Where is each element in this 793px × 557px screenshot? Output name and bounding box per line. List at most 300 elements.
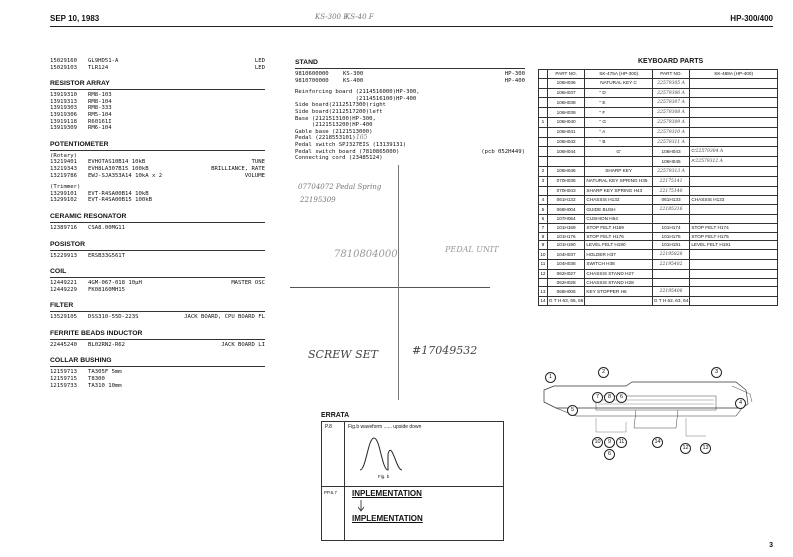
handwritten-part-number: 22579309 A [657, 119, 685, 125]
part-desc: RM8-333 [88, 105, 112, 112]
table-cell [539, 78, 548, 88]
stand-rule [290, 287, 490, 288]
table-cell: SWITCH H38 [585, 259, 652, 269]
table-cell [547, 157, 584, 167]
resistor-row [50, 105, 265, 112]
table-cell [539, 108, 548, 118]
ferrite-title: FERRITE BEADS INDUCTOR [50, 329, 143, 337]
handwritten-part-number: 22579307 A [657, 100, 685, 106]
table-header-cell: PART NO. [652, 70, 689, 79]
table-cell [652, 287, 689, 297]
table-cell [690, 108, 778, 118]
part-desc: RM8-103 [88, 92, 112, 99]
pot-row [50, 197, 265, 204]
table-cell: SHARP KEY [585, 166, 652, 176]
hand-note-17049532: #17049532 [412, 344, 478, 357]
stand-model-row [295, 71, 525, 78]
table-cell [539, 127, 548, 137]
table-cell [690, 214, 778, 223]
table-cell: KEY STOPPER H6 [585, 287, 652, 297]
errata-wrong-word: INPLEMENTATION [352, 489, 422, 498]
table-cell: CHASSIS STAND H27 [585, 269, 652, 278]
table-cell: 104H037 [547, 250, 584, 260]
part-desc: T8300 [88, 376, 105, 383]
diagram-callout: 14 [652, 437, 663, 448]
table-row [539, 297, 778, 306]
table-cell [652, 137, 689, 147]
table-cell: STOP FELT H176 [585, 232, 652, 241]
table-cell [690, 166, 778, 176]
part-desc: R60161I [88, 118, 112, 125]
hand-note-pedal-unit: PEDAL UNIT [445, 245, 499, 254]
pot-row [50, 166, 265, 173]
table-cell: 2 [539, 166, 548, 176]
table-cell: 10 [539, 250, 548, 260]
table-cell: 070H043 [547, 186, 584, 196]
header-hand-note-2: KS-40 F [345, 13, 374, 21]
part-note: HP-400 [504, 77, 525, 84]
handwritten-part-number: 22195406 [659, 289, 683, 295]
table-cell [539, 278, 548, 287]
table-cell: LEVEL FELT H191 [690, 241, 778, 250]
table-cell: ″ B [585, 137, 652, 147]
part-number: 9810700000 [295, 77, 329, 84]
table-cell: 101H175 [652, 232, 689, 241]
table-cell [690, 205, 778, 215]
table-cell: GUIDE BUSH [585, 205, 652, 215]
table-cell [539, 147, 548, 157]
handwritten-part-number: 22579306 A [657, 90, 685, 96]
errata-box [321, 421, 504, 541]
header-hand-note-1: KS-300 F [315, 13, 349, 21]
parts-list-column-1 [50, 58, 265, 389]
table-cell: 106H044 [547, 147, 584, 157]
table-cell: STOP FELT H169 [585, 223, 652, 232]
table-cell [585, 157, 652, 167]
pcb-note: (pcb 052H449) [481, 148, 525, 155]
handwritten-part-number: 22579313 A [657, 168, 685, 174]
section-rule [50, 339, 265, 340]
errata-page-2: PP.6,7 [324, 490, 337, 495]
coil-row [50, 287, 265, 294]
part-number: 13219343 [50, 165, 77, 172]
table-cell: 106H040 [547, 117, 584, 127]
part-number: 12159713 [50, 369, 77, 376]
table-cell [652, 117, 689, 127]
filter-row [50, 314, 265, 321]
stand-line [295, 149, 525, 156]
table-row [539, 88, 778, 98]
coil-row [50, 280, 265, 287]
stand-title: STAND [295, 59, 318, 66]
table-cell [539, 157, 548, 167]
table-cell [652, 108, 689, 118]
part-desc: FK08160MH15 [88, 286, 126, 293]
table-cell: 061H132 [547, 196, 584, 205]
table-cell [652, 214, 689, 223]
diagram-callout: 2 [598, 367, 609, 378]
part-desc: RM6-104 [88, 125, 112, 132]
part-desc: TLR124 [88, 64, 109, 71]
table-row [539, 127, 778, 137]
table-cell: 106H039 [547, 108, 584, 118]
table-cell: 101H176 [547, 232, 584, 241]
table-cell: 107H064 [547, 214, 584, 223]
part-desc: RM5-104 [88, 111, 112, 118]
table-cell [652, 278, 689, 287]
section-rule [50, 150, 265, 151]
table-cell: 7 [539, 223, 548, 232]
table-cell [652, 127, 689, 137]
part-desc: TA310 10mm [88, 382, 122, 389]
part-number: 15029103 [50, 64, 77, 71]
part-note: VOLUME [244, 172, 265, 179]
table-cell: 104H038 [547, 259, 584, 269]
stand-line: Side board(2112517300)right [295, 102, 386, 109]
handwritten-part-number: 22195402 [659, 261, 683, 267]
table-cell [690, 137, 778, 147]
part-desc: 4GM-067-018 10µH [88, 280, 142, 287]
part-desc: TA305F 5mm [88, 369, 122, 376]
part-desc: KS-300 [343, 71, 364, 77]
table-cell: 14 [539, 297, 548, 306]
table-cell [690, 88, 778, 98]
header-rule [50, 26, 773, 27]
table-cell [652, 259, 689, 269]
table-cell: 5 [539, 205, 548, 215]
table-cell: A'22579312 A [690, 157, 778, 167]
rotary-label: (Rotary) [50, 152, 77, 159]
page-number: 3 [769, 542, 773, 549]
part-number: 13299102 [50, 197, 77, 204]
keyboard-exploded-diagram [536, 366, 768, 466]
table-cell: 070H035 [547, 176, 584, 186]
part-number: 13919309 [50, 125, 77, 132]
stand-line-text: Pedal switch board (7810865000) [295, 148, 400, 155]
part-number: 15229913 [50, 252, 77, 259]
table-cell: 12 [539, 269, 548, 278]
ceramic-resonator-title: CERAMIC RESONATOR [50, 212, 127, 220]
table-cell [690, 176, 778, 186]
table-cell [652, 88, 689, 98]
fig-b-label: Fig. b [378, 474, 390, 479]
part-desc: KS-400 [343, 77, 364, 84]
table-cell: NATURAL KEY C [585, 78, 652, 88]
handwritten-part-number: 22195828 [659, 252, 683, 258]
table-cell [652, 205, 689, 215]
table-row [539, 137, 778, 147]
stand-section [295, 58, 525, 162]
table-cell: 4 [539, 196, 548, 205]
part-number: 13219401 [50, 159, 77, 166]
table-cell [652, 176, 689, 186]
part-desc: RM8-104 [88, 98, 112, 105]
table-row [539, 205, 778, 215]
table-header-cell: PART NO. [547, 70, 584, 79]
part-number: 12159715 [50, 376, 77, 383]
table-row [539, 232, 778, 241]
part-note: TUNE [251, 159, 265, 166]
table-cell: 6 [539, 214, 548, 223]
table-row [539, 196, 778, 205]
table-cell: 106H036 [547, 78, 584, 88]
table-cell [690, 186, 778, 196]
part-note: HP-300 [504, 71, 525, 77]
table-cell [652, 78, 689, 88]
table-cell: ″ D [585, 88, 652, 98]
handwritten-part-number: 22579305 A [657, 80, 685, 86]
stand-vertical-line [398, 165, 399, 400]
table-cell: 9 [539, 241, 548, 250]
table-row [539, 147, 778, 157]
trimmer-label: (Trimmer) [50, 184, 81, 191]
table-row [539, 108, 778, 118]
table-cell: 8 [539, 232, 548, 241]
coil-title: COIL [50, 268, 67, 276]
table-cell: CHASSIS STAND H28 [585, 278, 652, 287]
hand-note-pedal-spring: 07704072 Pedal Spring [298, 183, 382, 191]
collar-row [50, 369, 265, 376]
part-note: LED [254, 64, 265, 71]
stand-line: Side board(2112517200)left [295, 108, 383, 115]
table-cell: 106H046 [547, 166, 584, 176]
table-cell: LEVEL FELT H190 [585, 241, 652, 250]
part-note: MASTER OSC [231, 280, 265, 287]
table-row [539, 98, 778, 108]
part-number: 12449221 [50, 280, 77, 287]
diagram-callout: 7 [592, 392, 603, 403]
table-cell: ″ G [585, 117, 652, 127]
part-desc: EVH8LA307B15 100kB [88, 165, 149, 172]
table-cell: G' [585, 147, 652, 157]
part-desc: EWJ-SJA353A14 10kA x 2 [88, 172, 163, 179]
part-desc: EVHOTAS10B14 10kB [88, 159, 146, 166]
table-cell [585, 297, 652, 306]
errata-column-divider [322, 422, 345, 540]
table-cell [690, 278, 778, 287]
stand-line: Reinforcing board (2114516000)HP-300, [295, 89, 420, 96]
stand-line: (2121513200)HP-400 [295, 122, 373, 129]
table-header-cell [539, 70, 548, 79]
part-number: 13299101 [50, 190, 77, 197]
table-cell [652, 98, 689, 108]
part-number: 12389716 [50, 224, 77, 231]
table-row [539, 223, 778, 232]
table-cell: G T H 62, 63, 64 [652, 297, 689, 306]
handwritten-part-number: 22579310 A [657, 129, 685, 135]
table-header-row [539, 70, 778, 79]
part-number: 13919310 [50, 92, 77, 99]
diagram-callout: 11 [616, 437, 627, 448]
hand-note-screw-set: SCREW SET [308, 348, 378, 361]
table-cell [652, 166, 689, 176]
handwritten-part-number: 22175141 [659, 178, 683, 184]
table-cell: 068H006 [547, 287, 584, 297]
resistor-row [50, 125, 265, 132]
table-row [539, 250, 778, 260]
stand-line: (2114516100)HP-400 [295, 95, 417, 102]
resistor-row [50, 99, 265, 106]
table-cell [690, 78, 778, 88]
table-cell: 068H004 [547, 205, 584, 215]
table-cell: 062H027 [547, 269, 584, 278]
table-row [539, 157, 778, 167]
errata-page-1: P.8 [325, 424, 332, 430]
header-model: HP-300/400 [730, 14, 773, 23]
handwritten-part-number: 22579312 A [695, 159, 723, 165]
diagram-callout: 1 [545, 372, 556, 383]
table-cell: 062H028 [547, 278, 584, 287]
table-cell: CUSHION H64 [585, 214, 652, 223]
part-number: 12449229 [50, 286, 77, 293]
table-cell [690, 250, 778, 260]
table-row [539, 269, 778, 278]
pot-row [50, 159, 265, 166]
resistor-row [50, 112, 265, 119]
part-note: LED [254, 58, 265, 64]
table-cell [539, 88, 548, 98]
table-row [539, 241, 778, 250]
table-cell: 106H038 [547, 98, 584, 108]
diagram-callout: 6 [616, 392, 627, 403]
resistor-row [50, 119, 265, 126]
errata-title: ERRATA [321, 412, 350, 419]
part-number: 13919313 [50, 98, 77, 105]
table-cell: ″ F [585, 108, 652, 118]
table-cell [690, 127, 778, 137]
table-cell: 13 [539, 287, 548, 297]
table-cell: 101H169 [547, 223, 584, 232]
table-cell: 3 [539, 176, 548, 186]
diagram-callout: 4 [735, 398, 746, 409]
part-desc: CSA8.00MG11 [88, 224, 126, 231]
part-number: 9810600000 [295, 71, 329, 77]
posistor-title: POSISTOR [50, 240, 85, 248]
table-cell: 101H191 [652, 241, 689, 250]
diagram-callout: 8 [604, 392, 615, 403]
table-cell: 106H045 [652, 157, 689, 167]
posistor-row [50, 253, 265, 260]
table-header-cell: SK-488A (HP-400) [690, 70, 778, 79]
table-cell [539, 137, 548, 147]
table-row [539, 166, 778, 176]
table-row [539, 176, 778, 186]
resistor-row [50, 92, 265, 99]
table-cell: ″ E [585, 98, 652, 108]
table-cell: 106H042 [547, 137, 584, 147]
stand-line: Base (2121513100)HP-300, [295, 115, 376, 122]
table-row [539, 186, 778, 196]
section-rule [50, 250, 265, 251]
section-rule [295, 68, 525, 69]
table-cell [539, 98, 548, 108]
table-cell [690, 98, 778, 108]
part-note: JACK BOARD LI [221, 341, 265, 348]
table-cell: STOP FELT H175 [690, 232, 778, 241]
table-row [539, 214, 778, 223]
part-desc: BL02RN2-R62 [88, 341, 126, 348]
hand-note-165: 165 [356, 134, 368, 141]
part-note: BRILLIANCE, RATE [211, 165, 265, 172]
hand-note-7810804000: 7810804000 [334, 249, 398, 260]
diagram-callout: 13 [700, 443, 711, 454]
handwritten-part-number: 22579304 A [695, 149, 724, 155]
table-row [539, 259, 778, 269]
led-row [50, 65, 265, 72]
keyboard-parts-title: KEYBOARD PARTS [638, 58, 704, 65]
stand-line: Pedal switch SPJ327EIS (13139131) [295, 141, 407, 148]
table-row [539, 117, 778, 127]
table-cell: 11 [539, 259, 548, 269]
table-cell: SHARP KEY SPRING H43 [585, 186, 652, 196]
section-rule [50, 311, 265, 312]
table-cell: C'22579304 A [690, 147, 778, 157]
table-cell: STOP FELT H174 [690, 223, 778, 232]
part-number: 22445240 [50, 341, 77, 348]
errata-row-divider [322, 486, 503, 487]
resonator-row [50, 225, 265, 232]
table-cell [539, 186, 548, 196]
potentiometer-title: POTENTIOMETER [50, 140, 109, 148]
section-rule [50, 89, 265, 90]
part-desc: DSS310-55D-223S [88, 314, 139, 321]
table-cell [690, 117, 778, 127]
collar-row [50, 383, 265, 390]
stand-line: Pedal (2218553101) [295, 135, 356, 142]
pot-row [50, 173, 265, 180]
collar-title: COLLAR BUSHING [50, 357, 112, 365]
pot-row [50, 191, 265, 198]
diagram-callout: 9 [604, 437, 615, 448]
stand-line: Gable base (2121513000) [295, 128, 373, 135]
table-row [539, 278, 778, 287]
part-number: 13529105 [50, 314, 77, 321]
table-cell: CHASSIS H133 [690, 196, 778, 205]
header-date: SEP 10, 1983 [50, 14, 100, 23]
table-cell: G T H 63, 65, 66 [547, 297, 584, 306]
stand-line: Connecting cord (23485124) [295, 155, 383, 162]
section-rule [50, 222, 265, 223]
errata-text-1: Fig.b waveform ...... upside down [348, 424, 422, 430]
table-cell [690, 297, 778, 306]
table-cell [652, 186, 689, 196]
handwritten-part-number: 22185316 [659, 207, 683, 213]
table-cell: 1 [539, 117, 548, 127]
stand-model-row [295, 78, 525, 85]
table-cell [690, 259, 778, 269]
part-number: 13919118 [50, 118, 77, 125]
diagram-callout: 6 [604, 449, 615, 460]
table-cell [652, 269, 689, 278]
table-cell: 061H133 [652, 196, 689, 205]
diagram-callout: 12 [680, 443, 691, 454]
fig-b-waveform [358, 434, 414, 474]
table-cell: HOLDER H37 [585, 250, 652, 260]
keyboard-parts-table [538, 69, 778, 306]
part-number: 13919306 [50, 111, 77, 118]
resistor-array-title: RESISTOR ARRAY [50, 80, 110, 88]
part-number: 15029160 [50, 58, 77, 64]
collar-row [50, 376, 265, 383]
part-desc: GL9HD51-A [88, 58, 119, 64]
part-desc: ERSB33G561T [88, 252, 126, 259]
handwritten-part-number: 22175140 [659, 188, 683, 194]
table-cell: ″ A [585, 127, 652, 137]
table-cell [690, 269, 778, 278]
table-cell [690, 287, 778, 297]
errata-correct-word: IMPLEMENTATION [352, 514, 423, 523]
table-cell: NATURAL KEY SPRING H35 [585, 176, 652, 186]
